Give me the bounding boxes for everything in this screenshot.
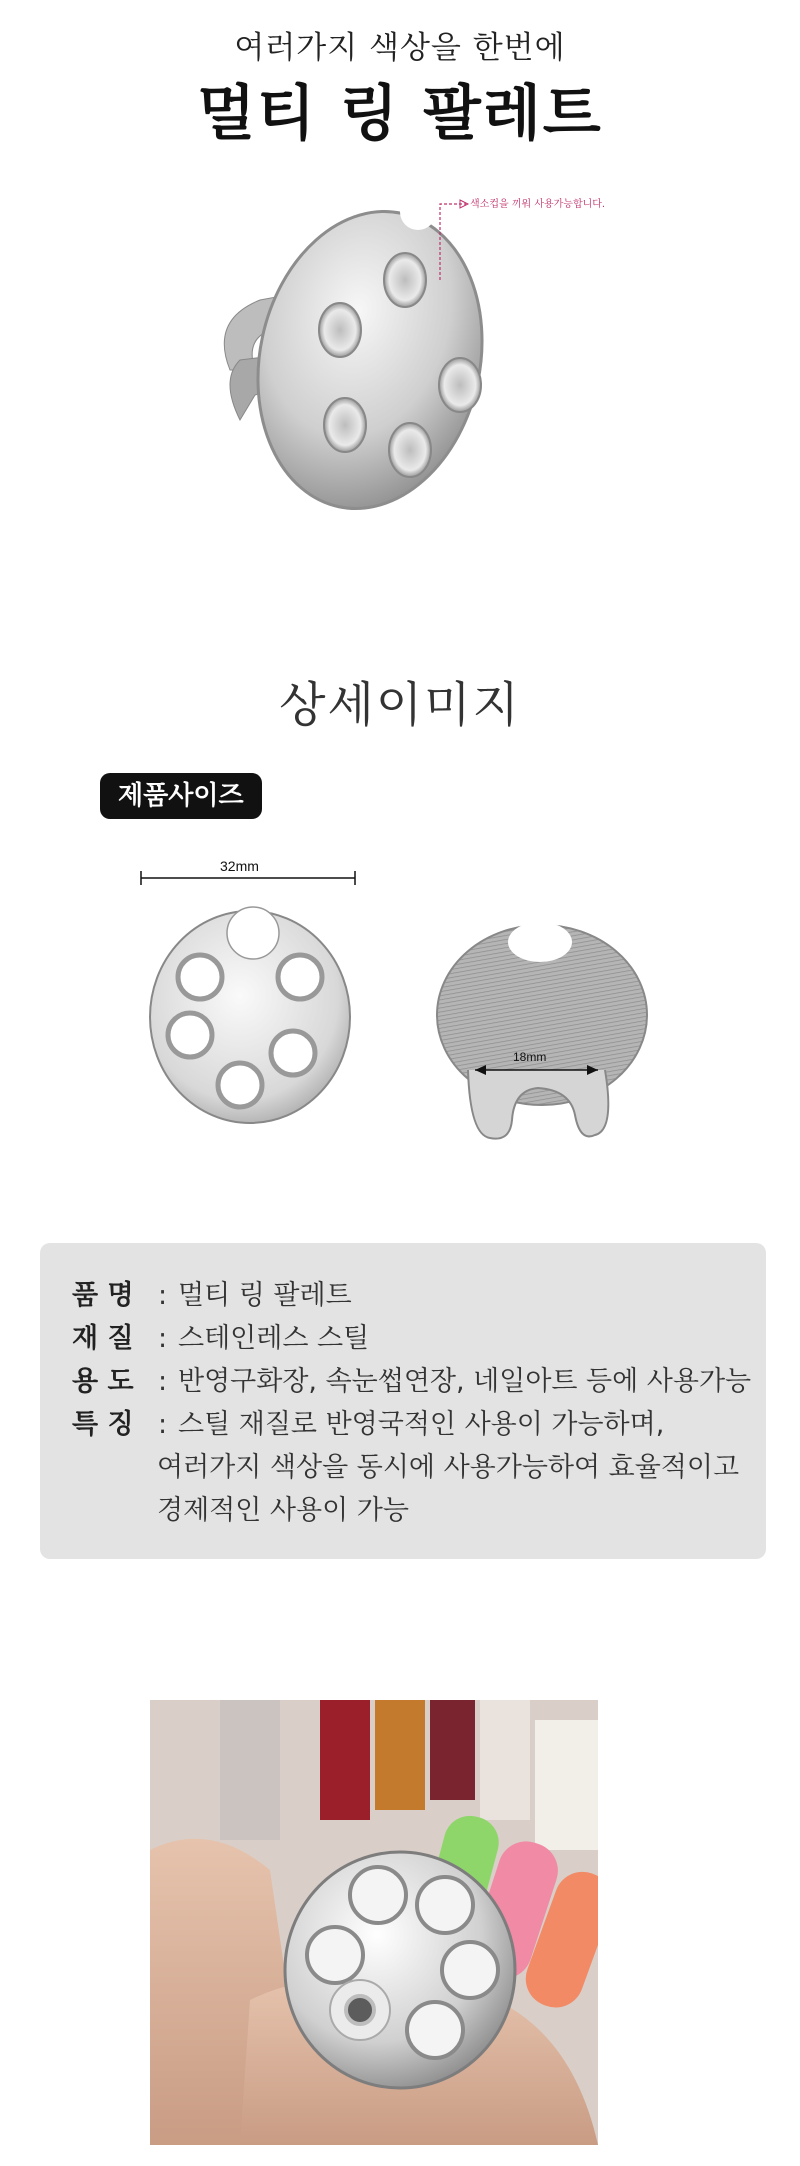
spec-colon: : (158, 1323, 168, 1354)
spec-value: 반영구화장, 속눈썹연장, 네일아트 등에 사용가능 (178, 1366, 752, 1397)
detail-heading: 상세이미지 (279, 677, 521, 733)
spec-colon: : (158, 1280, 168, 1311)
spec-colon: : (158, 1366, 168, 1397)
spec-continuation: 경제적인 사용이 가능 (157, 1495, 409, 1526)
palette-top-view (145, 905, 355, 1125)
spec-value: 멀티 링 팔레트 (178, 1280, 352, 1311)
callout-line (436, 198, 470, 282)
spec-label: 용 도 (72, 1366, 134, 1397)
size-badge: 제품사이즈 (100, 773, 262, 819)
spec-continuation: 여러가지 색상을 동시에 사용가능하여 효율적이고 (157, 1452, 740, 1483)
width-label: 32mm (220, 858, 259, 874)
spec-row-feature (72, 1402, 664, 1441)
ring-size-label: 18mm (513, 1050, 547, 1064)
product-usage-photo (150, 1700, 598, 2145)
spec-row-material (72, 1316, 369, 1355)
callout-text: 색소컵을 끼워 사용가능합니다. (470, 199, 606, 210)
hero-ring-image (200, 170, 530, 540)
spec-label: 특 징 (72, 1409, 134, 1440)
spec-row-name (72, 1273, 352, 1312)
spec-box (40, 1243, 766, 1559)
spec-value: 스테인레스 스틸 (178, 1323, 370, 1354)
spec-row-usage (72, 1359, 751, 1398)
spec-label: 품 명 (72, 1280, 134, 1311)
spec-value: 스틸 재질로 반영국적인 사용이 가능하며, (178, 1409, 665, 1440)
spec-label: 재 질 (72, 1323, 134, 1354)
product-title: 멀티 링 팔레트 (197, 79, 603, 149)
spec-colon: : (158, 1409, 168, 1440)
subtitle: 여러가지 색상을 한번에 (234, 30, 566, 66)
ring-side-view (430, 920, 660, 1145)
